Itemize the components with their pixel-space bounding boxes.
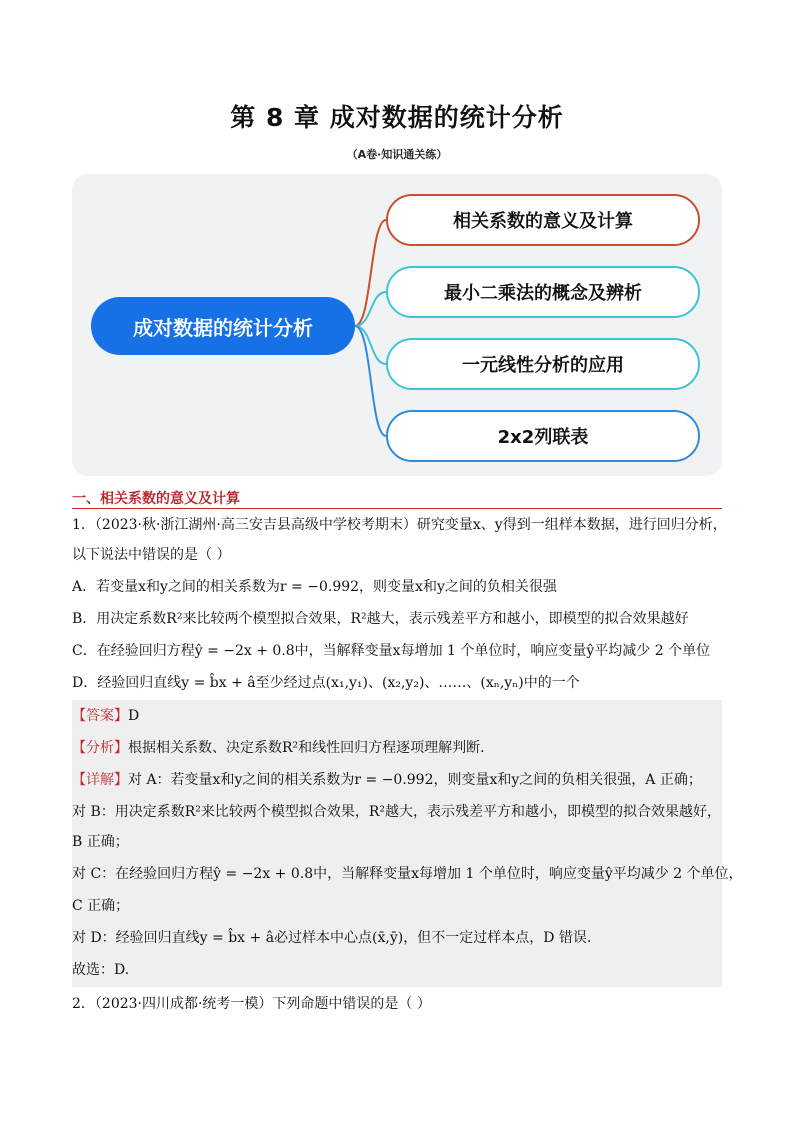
branch-least-squares: 最小二乘法的概念及辨析: [386, 266, 700, 318]
q1-answer: [72, 706, 139, 726]
q1-detail-line6: 对 D：经验回归直线y = b̂x + â必过样本中心点(x̄,ȳ)，但不一定过样本点，D 错误.: [72, 930, 592, 946]
analysis-text: 根据相关系数、决定系数R²和线性回归方程逐项理解判断.: [128, 740, 485, 756]
q1-analysis: [72, 738, 485, 758]
page-subtitle: （A卷·知识通关练）: [346, 148, 448, 161]
answer-tag: 【答案】: [72, 708, 128, 724]
q1-detail-line1: [72, 770, 702, 790]
q1-option-d: D．经验回归直线y = b̂x + â至少经过点(x₁,y₁)、(x₂,y₂)、……、(xₙ,yₙ)中的一个: [72, 675, 580, 691]
mind-map-root: 成对数据的统计分析: [91, 297, 355, 355]
q1-stem-line2: 以下说法中错误的是（ ）: [72, 547, 231, 563]
branch-linear-regression: 一元线性分析的应用: [386, 338, 700, 390]
section-divider: [72, 508, 722, 509]
q1-stem-line1: 1．（2023·秋·浙江湖州·高三安吉县高级中学校考期末）研究变量x、y得到一组样本数据，进行回归分析，: [72, 517, 727, 533]
q1-detail-line5: C 正确；: [72, 898, 130, 914]
connector-2: [355, 292, 386, 326]
q1-option-a: A．若变量x和y之间的相关系数为r = −0.992，则变量x和y之间的负相关很强: [72, 579, 557, 595]
q1-conclusion: 故选：D.: [72, 962, 130, 978]
branch-contingency-table: 2x2列联表: [386, 410, 700, 462]
detail-text-1: 对 A：若变量x和y之间的相关系数为r = −0.992，则变量x和y之间的负相关很强，A 正确；: [128, 772, 702, 788]
connector-3: [355, 326, 386, 364]
q1-detail-line4: 对 C：在经验回归方程ŷ = −2x + 0.8中，当解释变量x每增加 1 个单位时，响应变量ŷ平均减少 2 个单位，: [72, 866, 743, 882]
q1-detail-line3: B 正确；: [72, 834, 129, 850]
q1-option-c: C．在经验回归方程ŷ = −2x + 0.8中，当解释变量x每增加 1 个单位时，响应变量ŷ平均减少 2 个单位: [72, 643, 711, 659]
page-title: 第 8 章 成对数据的统计分析: [230, 103, 564, 132]
detail-tag: 【详解】: [72, 772, 128, 788]
mind-map: [72, 174, 722, 476]
branch-correlation: 相关系数的意义及计算: [386, 194, 700, 246]
section-heading: 一、相关系数的意义及计算: [72, 491, 240, 507]
q1-detail-line2: 对 B：用决定系数R²来比较两个模型拟合效果，R²越大，表示残差平方和越小，即模型的拟合效果越好，: [72, 804, 722, 820]
answer-value: D: [128, 708, 140, 724]
q1-option-b: B．用决定系数R²来比较两个模型拟合效果，R²越大，表示残差平方和越小，即模型的拟合效果越好: [72, 611, 689, 627]
q2-stem: 2．（2023·四川成都·统考一模）下列命题中错误的是（ ）: [72, 996, 431, 1012]
analysis-tag: 【分析】: [72, 740, 128, 756]
